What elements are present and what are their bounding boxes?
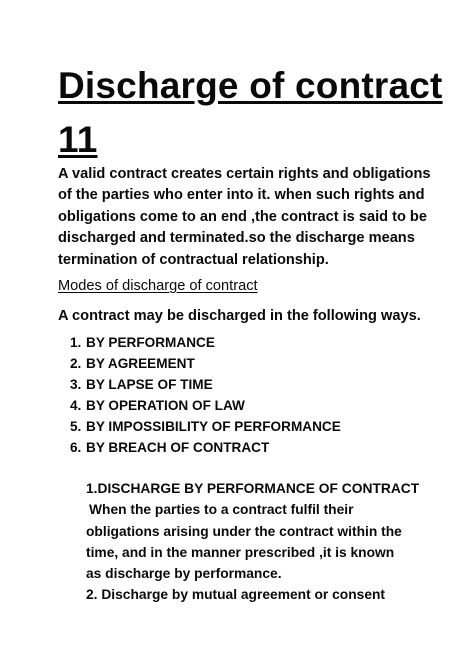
list-item-label: BY BREACH OF CONTRACT <box>86 440 270 455</box>
intro-paragraph <box>58 164 431 271</box>
section-line: as discharge by performance. <box>86 566 282 582</box>
section-line: When the parties to a contract fulfil their <box>89 502 354 518</box>
list-item-number: 5. <box>70 419 82 434</box>
list-item-label: BY IMPOSSIBILITY OF PERFORMANCE <box>86 419 341 434</box>
performance-section <box>86 478 426 606</box>
intro-line: A valid contract creates certain rights and obligations <box>58 166 431 182</box>
intro-line: discharged and terminated.so the discharge means <box>58 230 415 247</box>
section-subheading: 2. Discharge by mutual agreement or consent <box>86 587 386 603</box>
list-item <box>70 416 341 437</box>
list-item-label: BY AGREEMENT <box>86 356 195 371</box>
list-item <box>70 437 341 458</box>
list-item <box>70 332 341 353</box>
list-item <box>70 374 341 395</box>
list-item-number: 1. <box>70 335 82 350</box>
lead-sentence: A contract may be discharged in the following ways. <box>58 308 421 324</box>
page-title-number: 11 <box>58 119 98 160</box>
intro-line: obligations come to an end ,the contract is said to be <box>58 208 427 225</box>
intro-line: of the parties who enter into it. when such rights and <box>58 187 425 204</box>
list-item-number: 6. <box>70 440 82 455</box>
modes-heading: Modes of discharge of contract <box>58 278 258 294</box>
section-line: obligations arising under the contract within the <box>86 523 402 539</box>
list-item-number: 3. <box>70 377 82 392</box>
list-item <box>70 353 341 374</box>
list-item-number: 2. <box>70 356 82 371</box>
list-item-label: BY LAPSE OF TIME <box>86 377 213 392</box>
list-item <box>70 395 341 416</box>
page-title: Discharge of contract <box>58 65 443 106</box>
intro-line: termination of contractual relationship. <box>58 251 329 268</box>
list-item-number: 4. <box>70 398 82 413</box>
modes-list <box>70 332 341 458</box>
section-line: time, and in the manner prescribed ,it is known <box>86 544 395 560</box>
list-item-label: BY OPERATION OF LAW <box>86 398 245 413</box>
list-item-label: BY PERFORMANCE <box>86 335 215 350</box>
section-heading: 1.DISCHARGE BY PERFORMANCE OF CONTRACT <box>86 481 420 496</box>
